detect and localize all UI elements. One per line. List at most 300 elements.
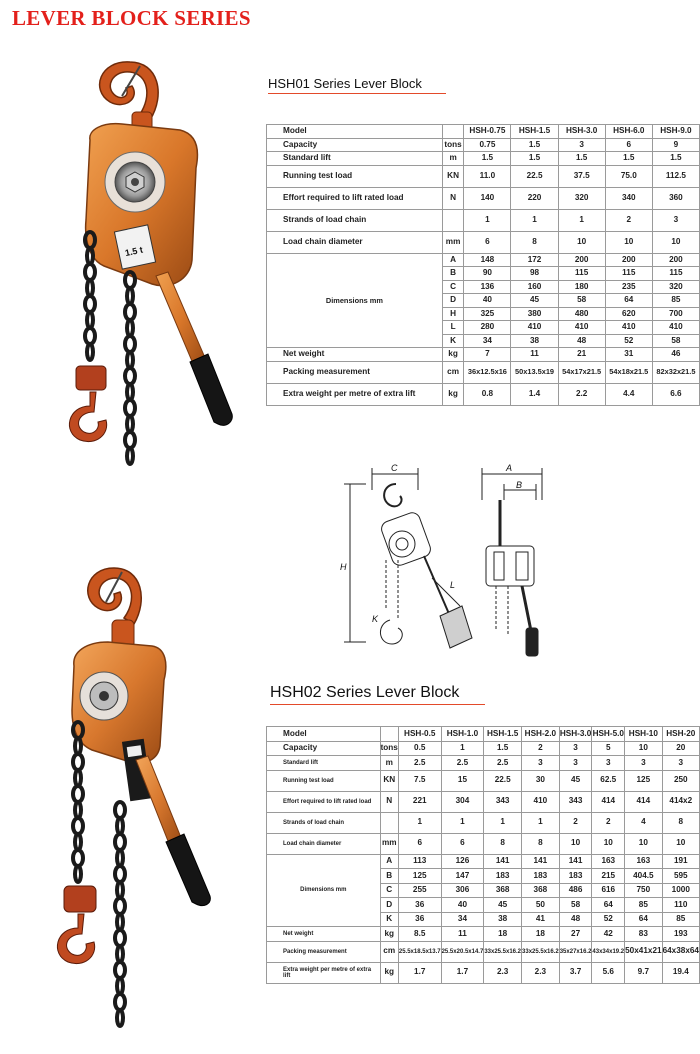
row-label: Effort required to lift rated load [267, 791, 381, 812]
table-cell: 5 [592, 741, 625, 756]
header-cell [380, 727, 398, 742]
table-cell: 34 [464, 334, 511, 348]
table-cell: 3 [558, 138, 605, 152]
table-cell: 0.8 [464, 383, 511, 405]
table-cell: 64x38x64 [662, 941, 699, 962]
table-cell: 21 [558, 348, 605, 362]
row-label: Capacity [267, 138, 443, 152]
header-cell: HSH-1.5 [511, 125, 558, 139]
lever-handle [156, 272, 206, 366]
table-cell: 42 [592, 927, 625, 942]
table-cell: 3 [625, 756, 662, 771]
row-label: Load chain diameter [267, 231, 443, 253]
table-cell: 180 [558, 280, 605, 294]
row-label: Packing measurement [267, 941, 381, 962]
table-cell: 75.0 [605, 165, 652, 187]
table-cell: 45 [484, 898, 522, 913]
table-row [267, 833, 700, 854]
table-cell: 320 [652, 280, 699, 294]
table-cell: 595 [662, 869, 699, 884]
row-unit [380, 812, 398, 833]
table-cell: 163 [592, 854, 625, 869]
table-cell: 2 [559, 812, 592, 833]
table-cell: 38 [484, 912, 522, 927]
table-cell: 404.5 [625, 869, 662, 884]
table-header-row [267, 125, 700, 139]
row-label: Extra weight per metre of extra lift [267, 383, 443, 405]
row-label: Running test load [267, 165, 443, 187]
row-label: Effort required to lift rated load [267, 187, 443, 209]
dim-label-a: A [506, 463, 513, 473]
table-cell: 3 [662, 756, 699, 771]
table-cell: 4.4 [605, 383, 652, 405]
row-label: Strands of load chain [267, 209, 443, 231]
table-cell: 700 [652, 307, 699, 321]
table-cell: 183 [522, 869, 560, 884]
header-cell: HSH-6.0 [605, 125, 652, 139]
table-cell: 141 [522, 854, 560, 869]
table-cell: 7.5 [398, 770, 441, 791]
table-cell: 3 [559, 741, 592, 756]
table-cell: 1.5 [484, 741, 522, 756]
header-cell: HSH-2.0 [522, 727, 560, 742]
table-cell: 25.5x20.5x14.7 [441, 941, 484, 962]
table-cell: 163 [625, 854, 662, 869]
header-cell: HSH-1.5 [484, 727, 522, 742]
dim-label-b: B [516, 480, 523, 490]
table-cell: 1 [398, 812, 441, 833]
handle-grip-2 [166, 834, 210, 906]
table-cell: 38 [511, 334, 558, 348]
table-cell: 115 [605, 267, 652, 281]
table-cell: 250 [662, 770, 699, 791]
table-cell: 343 [484, 791, 522, 812]
table-row [267, 348, 700, 362]
dim-label-h: H [340, 562, 347, 572]
table-cell: 85 [652, 294, 699, 308]
table-cell: 410 [605, 321, 652, 335]
table-row [267, 165, 700, 187]
table-cell: 10 [625, 833, 662, 854]
row-label: Standard lift [267, 756, 381, 771]
table-cell: 22.5 [484, 770, 522, 791]
header-cell [442, 125, 464, 139]
header-cell: HSH-3.0 [558, 125, 605, 139]
table-cell: 136 [464, 280, 511, 294]
table-cell: 112.5 [652, 165, 699, 187]
dimensions-label: Dimensions mm [267, 253, 443, 348]
table-cell: 235 [605, 280, 652, 294]
table-cell: 11.0 [464, 165, 511, 187]
table-cell: 20 [662, 741, 699, 756]
table-cell: 221 [398, 791, 441, 812]
row-label: Standard lift [267, 152, 443, 166]
table-cell: 183 [559, 869, 592, 884]
row-unit: m [442, 152, 464, 166]
table-cell: 193 [662, 927, 699, 942]
table-cell: 8.5 [398, 927, 441, 942]
table-cell: 58 [559, 898, 592, 913]
table-cell: 1 [464, 209, 511, 231]
table-cell: 6.6 [652, 383, 699, 405]
table-cell: 33x25.5x16.2 [484, 941, 522, 962]
table-cell: 9 [652, 138, 699, 152]
table-row [267, 941, 700, 962]
table-cell: 18 [522, 927, 560, 942]
table-cell: 5.6 [592, 962, 625, 983]
table-cell: 200 [652, 253, 699, 267]
row-label: Net weight [267, 348, 443, 362]
table-cell: 480 [558, 307, 605, 321]
table-cell: 183 [484, 869, 522, 884]
table-row [267, 927, 700, 942]
table-cell: 33x25.5x16.2 [522, 941, 560, 962]
table-cell: 1.4 [511, 383, 558, 405]
dimension-key: B [442, 267, 464, 281]
row-unit: mm [380, 833, 398, 854]
table-cell: 343 [559, 791, 592, 812]
table-cell: 36 [398, 898, 441, 913]
table-cell: 58 [558, 294, 605, 308]
table-cell: 141 [559, 854, 592, 869]
table-cell: 34 [441, 912, 484, 927]
table-cell: 31 [605, 348, 652, 362]
header-cell: HSH-0.75 [464, 125, 511, 139]
row-label: Running test load [267, 770, 381, 791]
header-cell: HSH-1.0 [441, 727, 484, 742]
table-cell: 62.5 [592, 770, 625, 791]
row-unit: cm [442, 361, 464, 383]
dimension-key: D [442, 294, 464, 308]
table-cell: 6 [398, 833, 441, 854]
table-row [267, 756, 700, 771]
table-cell: 280 [464, 321, 511, 335]
table-cell: 304 [441, 791, 484, 812]
table-cell: 200 [558, 253, 605, 267]
table-cell: 620 [605, 307, 652, 321]
table-cell: 125 [398, 869, 441, 884]
bottom-hook-icon-2 [57, 914, 94, 964]
dimension-key: A [380, 854, 398, 869]
table-cell: 41 [522, 912, 560, 927]
table-cell: 1.7 [441, 962, 484, 983]
row-label: Net weight [267, 927, 381, 942]
dim-label-k: K [372, 614, 379, 624]
header-cell: Model [267, 125, 443, 139]
table-cell: 54x17x21.5 [558, 361, 605, 383]
top-hook-icon [100, 62, 159, 120]
table-cell: 140 [464, 187, 511, 209]
table-cell: 8 [511, 231, 558, 253]
table-cell: 48 [559, 912, 592, 927]
table-row [267, 770, 700, 791]
row-label: Load chain diameter [267, 833, 381, 854]
table-cell: 113 [398, 854, 441, 869]
row-label: Extra weight per metre of extra lift [267, 962, 381, 983]
table-cell: 141 [484, 854, 522, 869]
table-cell: 2.5 [398, 756, 441, 771]
dimension-key: H [442, 307, 464, 321]
row-unit: tons [442, 138, 464, 152]
table-cell: 486 [559, 883, 592, 898]
table-cell: 368 [484, 883, 522, 898]
table-cell: 255 [398, 883, 441, 898]
table-cell: 325 [464, 307, 511, 321]
table-cell: 2 [592, 812, 625, 833]
header-cell: HSH-0.5 [398, 727, 441, 742]
table-row [267, 741, 700, 756]
table-cell: 172 [511, 253, 558, 267]
header-cell: HSH-5.0 [592, 727, 625, 742]
table-cell: 6 [441, 833, 484, 854]
top-hook-icon-2 [88, 568, 141, 624]
row-label: Capacity [267, 741, 381, 756]
table-cell: 50x13.5x19 [511, 361, 558, 383]
table-cell: 1000 [662, 883, 699, 898]
row-unit: kg [380, 962, 398, 983]
table-cell: 64 [592, 898, 625, 913]
table-cell: 414x2 [662, 791, 699, 812]
table-row [267, 791, 700, 812]
table-cell: 2 [522, 741, 560, 756]
table-cell: 1.5 [511, 152, 558, 166]
lever-block-photo-hsh02 [52, 560, 252, 1040]
table-cell: 1 [441, 812, 484, 833]
table-cell: 10 [558, 231, 605, 253]
table-cell: 4 [625, 812, 662, 833]
dimensions-label: Dimensions mm [267, 854, 381, 927]
row-unit: KN [380, 770, 398, 791]
table-cell: 45 [511, 294, 558, 308]
dimension-key: L [442, 321, 464, 335]
table-cell: 10 [559, 833, 592, 854]
table-cell: 37.5 [558, 165, 605, 187]
table-cell: 10 [605, 231, 652, 253]
table-row [267, 962, 700, 983]
table-cell: 1 [441, 741, 484, 756]
table-cell: 3 [592, 756, 625, 771]
table-cell: 220 [511, 187, 558, 209]
dimension-row [267, 854, 700, 869]
table-cell: 147 [441, 869, 484, 884]
table-row [267, 209, 700, 231]
table-cell: 2.2 [558, 383, 605, 405]
table-cell: 616 [592, 883, 625, 898]
table-cell: 306 [441, 883, 484, 898]
row-unit: KN [442, 165, 464, 187]
row-unit [442, 209, 464, 231]
table-cell: 27 [559, 927, 592, 942]
table-cell: 85 [662, 912, 699, 927]
table-cell: 54x18x21.5 [605, 361, 652, 383]
lever-handle-2 [136, 756, 182, 846]
table-cell: 58 [652, 334, 699, 348]
table-cell: 52 [592, 912, 625, 927]
table-cell: 1 [484, 812, 522, 833]
table-row [267, 231, 700, 253]
table-cell: 83 [625, 927, 662, 942]
table-cell: 110 [662, 898, 699, 913]
table-cell: 40 [464, 294, 511, 308]
table-cell: 36x12.5x16 [464, 361, 511, 383]
table-cell: 160 [511, 280, 558, 294]
dimension-key: K [380, 912, 398, 927]
table-cell: 2.5 [441, 756, 484, 771]
row-unit: kg [380, 927, 398, 942]
hsh01-section-title: HSH01 Series Lever Block [268, 76, 422, 91]
table-cell: 360 [652, 187, 699, 209]
table-cell: 9.7 [625, 962, 662, 983]
table-row [267, 152, 700, 166]
table-cell: 3 [522, 756, 560, 771]
table-cell: 115 [558, 267, 605, 281]
table-cell: 50 [522, 898, 560, 913]
dimension-key: C [442, 280, 464, 294]
row-unit: N [380, 791, 398, 812]
table-cell: 36 [398, 912, 441, 927]
page-title: LEVER BLOCK SERIES [12, 6, 251, 30]
row-label: Packing measurement [267, 361, 443, 383]
table-cell: 1 [558, 209, 605, 231]
table-row [267, 383, 700, 405]
header-cell: HSH-9.0 [652, 125, 699, 139]
header-cell: HSH-3.0 [559, 727, 592, 742]
table-cell: 191 [662, 854, 699, 869]
table-cell: 1 [522, 812, 560, 833]
table-cell: 2.3 [522, 962, 560, 983]
header-cell: HSH-10 [625, 727, 662, 742]
dimension-key: B [380, 869, 398, 884]
dimension-key: D [380, 898, 398, 913]
table-cell: 320 [558, 187, 605, 209]
table-cell: 340 [605, 187, 652, 209]
table-cell: 410 [511, 321, 558, 335]
table-cell: 368 [522, 883, 560, 898]
table-cell: 1.5 [605, 152, 652, 166]
table-cell: 40 [441, 898, 484, 913]
table-cell: 1 [511, 209, 558, 231]
table-cell: 2 [605, 209, 652, 231]
row-unit: kg [442, 348, 464, 362]
table-cell: 19.4 [662, 962, 699, 983]
table-cell: 2.5 [484, 756, 522, 771]
lever-block-photo-hsh01 [40, 40, 260, 480]
table-cell: 1.5 [511, 138, 558, 152]
table-cell: 410 [522, 791, 560, 812]
row-unit: tons [380, 741, 398, 756]
table-cell: 30 [522, 770, 560, 791]
hsh02-spec-table [266, 726, 700, 984]
table-cell: 50x41x21 [625, 941, 662, 962]
table-cell: 1.7 [398, 962, 441, 983]
table-cell: 8 [522, 833, 560, 854]
table-cell: 11 [441, 927, 484, 942]
table-cell: 1.5 [558, 152, 605, 166]
row-unit: kg [442, 383, 464, 405]
dimension-row [267, 253, 700, 267]
table-cell: 52 [605, 334, 652, 348]
dimension-key: A [442, 253, 464, 267]
table-cell: 64 [605, 294, 652, 308]
table-cell: 200 [605, 253, 652, 267]
hsh01-spec-table [266, 124, 700, 406]
table-cell: 64 [625, 912, 662, 927]
table-cell: 8 [662, 812, 699, 833]
load-chain-2 [73, 722, 125, 1026]
table-cell: 0.5 [398, 741, 441, 756]
dimension-key: C [380, 883, 398, 898]
table-cell: 410 [558, 321, 605, 335]
table-cell: 2.3 [484, 962, 522, 983]
table-cell: 6 [605, 138, 652, 152]
table-cell: 7 [464, 348, 511, 362]
table-cell: 46 [652, 348, 699, 362]
table-cell: 3.7 [559, 962, 592, 983]
dimension-diagram [336, 460, 556, 660]
row-label: Strands of load chain [267, 812, 381, 833]
table-cell: 3 [652, 209, 699, 231]
table-cell: 410 [652, 321, 699, 335]
table-cell: 1.5 [652, 152, 699, 166]
table-cell: 90 [464, 267, 511, 281]
table-cell: 414 [592, 791, 625, 812]
table-cell: 1.5 [464, 152, 511, 166]
table-cell: 11 [511, 348, 558, 362]
table-cell: 10 [625, 741, 662, 756]
table-cell: 750 [625, 883, 662, 898]
table-cell: 10 [662, 833, 699, 854]
table-row [267, 812, 700, 833]
plate-text: 1.5 t [124, 244, 144, 259]
table-header-row [267, 727, 700, 742]
table-cell: 414 [625, 791, 662, 812]
header-cell: Model [267, 727, 381, 742]
table-row [267, 361, 700, 383]
table-cell: 25.5x18.5x13.7 [398, 941, 441, 962]
table-cell: 215 [592, 869, 625, 884]
table-cell: 0.75 [464, 138, 511, 152]
table-cell: 18 [484, 927, 522, 942]
table-cell: 98 [511, 267, 558, 281]
table-cell: 82x32x21.5 [652, 361, 699, 383]
table-cell: 125 [625, 770, 662, 791]
table-cell: 6 [464, 231, 511, 253]
table-cell: 8 [484, 833, 522, 854]
header-cell: HSH-20 [662, 727, 699, 742]
handle-grip [190, 354, 232, 425]
table-cell: 126 [441, 854, 484, 869]
table-cell: 15 [441, 770, 484, 791]
dimension-key: K [442, 334, 464, 348]
table-cell: 45 [559, 770, 592, 791]
row-unit: m [380, 756, 398, 771]
table-row [267, 187, 700, 209]
hsh02-section-title: HSH02 Series Lever Block [270, 684, 459, 702]
table-cell: 10 [592, 833, 625, 854]
bottom-hook-icon [69, 392, 106, 442]
table-cell: 43x34x19.2 [592, 941, 625, 962]
table-cell: 148 [464, 253, 511, 267]
table-cell: 85 [625, 898, 662, 913]
table-cell: 35x27x16.2 [559, 941, 592, 962]
table-row [267, 138, 700, 152]
table-cell: 48 [558, 334, 605, 348]
table-cell: 3 [559, 756, 592, 771]
row-unit: mm [442, 231, 464, 253]
dim-label-l: L [450, 580, 456, 590]
table-cell: 22.5 [511, 165, 558, 187]
table-cell: 380 [511, 307, 558, 321]
